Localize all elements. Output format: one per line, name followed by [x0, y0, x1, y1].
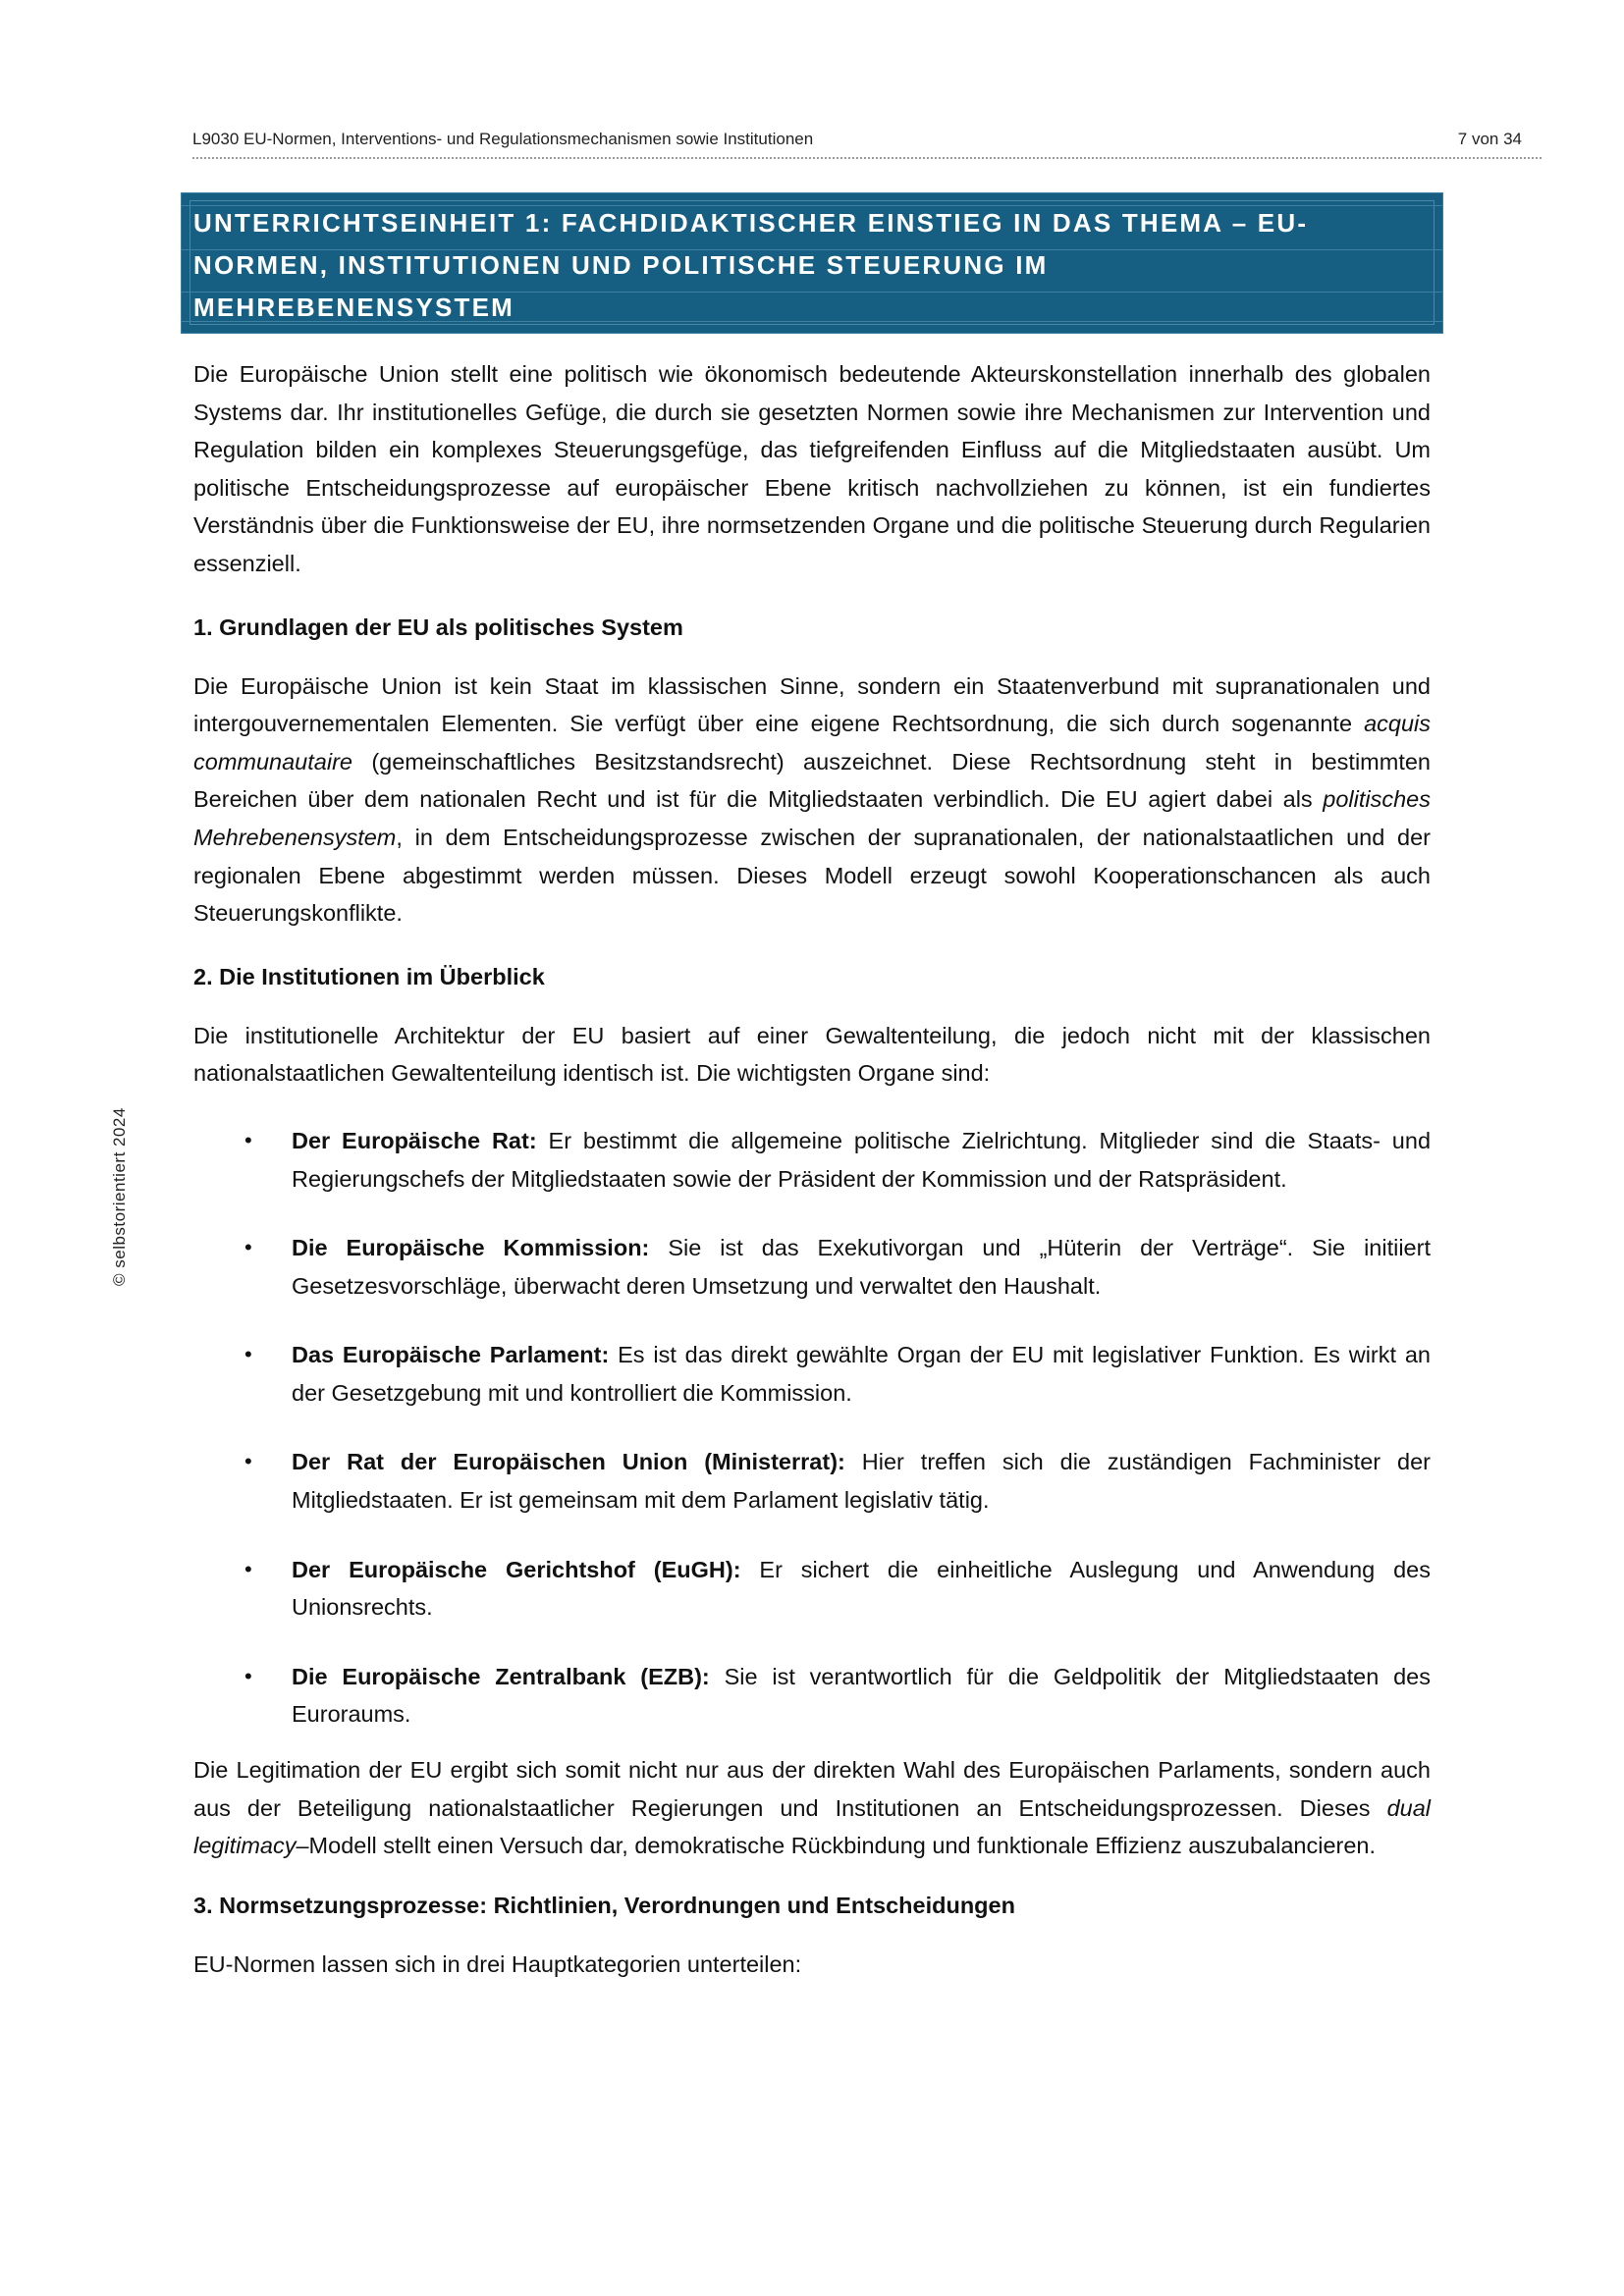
unit-title-banner [181, 192, 1443, 334]
intro-paragraph: Die Europäische Union stellt eine politisch wie ökonomisch bedeutende Akteurskonstellation innerhalb des globalen Systems dar. Ihr institutionelles Gefüge, die durch sie gesetzten Normen sowie ihre Mechanismen zur Intervention und Regulation bilden ein komplexes Steuerungsgefüge, das tiefgreifenden Einfluss auf die Mitgliedstaaten ausübt. Um politische Entscheidungsprozesse auf europäischer Ebene kritisch nachvollziehen zu können, ist ein fundiertes Verständnis über die Funktionsweise der EU, ihre normsetzenden Organe und die politische Steuerung durch Regularien essenziell. [193, 361, 1431, 576]
bullet-icon: • [244, 1342, 252, 1367]
bullet-icon: • [244, 1663, 252, 1688]
page-header [192, 128, 1542, 159]
list-item: • Die Europäische Kommission: Sie ist das Exekutivorgan und „Hüterin der Verträge“. Sie initiiert Gesetzesvorschläge, überwacht deren Umsetzung und verwaltet den Haushalt. [193, 1229, 1431, 1305]
section-heading-3: 3. Normsetzungsprozesse: Richtlinien, Verordnungen und Entscheidungen [193, 1892, 1015, 1918]
section3-intro: EU-Normen lassen sich in drei Hauptkategorien unterteilen: [193, 1950, 802, 1977]
term-mehrebenensystem: politisches Mehrebenensystem [193, 786, 1431, 850]
main-content [193, 355, 1431, 1983]
institutions-list [193, 1122, 1431, 1734]
bullet-icon: • [244, 1556, 252, 1581]
bullet-icon: • [244, 1127, 252, 1152]
list-item: • Das Europäische Parlament: Es ist das direkt gewählte Organ der EU mit legislativer Funktion. Es wirkt an der Gesetzgebung mit und kontrolliert die Kommission. [193, 1336, 1431, 1412]
section1-paragraph: Die Europäische Union ist kein Staat im klassischen Sinne, sondern ein Staatenverbund mit supranationalen und intergouvernementalen Elementen. Sie verfügt über eine eigene Rechtsordnung, die sich durch sogenannte acquis communautaire (gemeinschaftliches Besitzstandsrecht) auszeichnet. Diese Rechtsordnung steht in bestimmten Bereichen über dem nationalen Recht und ist für die Mitgliedstaaten verbindlich. Die EU agiert dabei als politisches Mehrebenensystem, in dem Entscheidungsprozesse zwischen der supranationalen, der nationalstaatlichen und der regionalen Ebene abgestimmt werden müssen. Dieses Modell erzeugt sowohl Kooperationschancen als auch Steuerungskonflikte. [193, 672, 1431, 927]
section2-intro: Die institutionelle Architektur der EU basiert auf einer Gewaltenteilung, die jedoch nicht mit der klassischen nationalstaatlichen Gewaltenteilung identisch ist. Die wichtigsten Organe sind: [193, 1022, 1431, 1087]
section-heading-2: 2. Die Institutionen im Überblick [193, 963, 545, 989]
banner-line-2: NORMEN, INSTITUTIONEN UND POLITISCHE STEUERUNG IM [193, 250, 1049, 280]
banner-rule [182, 205, 1442, 206]
bullet-icon: • [244, 1235, 252, 1260]
banner-line-1: UNTERRICHTSEINHEIT 1: FACHDIDAKTISCHER EINSTIEG IN DAS THEMA – EU- [193, 208, 1309, 238]
term-acquis: acquis communautaire [193, 711, 1431, 774]
list-item: • Der Rat der Europäischen Union (Ministerrat): Hier treffen sich die zuständigen Fachminister der Mitgliedstaaten. Er ist gemeinsam mit dem Parlament legislativ tätig. [193, 1443, 1431, 1519]
banner-line-3: MEHREBENENSYSTEM [193, 293, 515, 322]
legitimation-paragraph: Die Legitimation der EU ergibt sich somit nicht nur aus der direkten Wahl des Europäischen Parlaments, sondern auch aus der Beteiligung nationalstaatlicher Regierungen und Institutionen an Entscheidungsprozessen. Dieses dual legitimacy–Modell stellt einen Versuch dar, demokratische Rückbindung und funktionale Effizienz auszubalancieren. [193, 1757, 1431, 1859]
copyright-note: © selbstorientiert 2024 [110, 1107, 129, 1286]
bullet-icon: • [244, 1449, 252, 1474]
list-item: • Der Europäische Rat: Er bestimmt die allgemeine politische Zielrichtung. Mitglieder sind die Staats- und Regierungschefs der Mitgliedstaaten sowie der Präsident der Kommission und der Ratspräsident. [193, 1122, 1431, 1198]
document-title: L9030 EU-Normen, Interventions- und Regulationsmechanismen sowie Institutionen [192, 130, 814, 148]
list-item: • Die Europäische Zentralbank (EZB): Sie ist verantwortlich für die Geldpolitik der Mitgliedstaaten des Euroraums. [193, 1658, 1431, 1734]
section-heading-1: 1. Grundlagen der EU als politisches System [193, 614, 683, 640]
page-number: 7 von 34 [1457, 130, 1522, 148]
list-item: • Der Europäische Gerichtshof (EuGH): Er sichert die einheitliche Auslegung und Anwendung des Unionsrechts. [193, 1551, 1431, 1627]
term-dual-legitimacy: dual legitimacy [193, 1794, 1431, 1859]
